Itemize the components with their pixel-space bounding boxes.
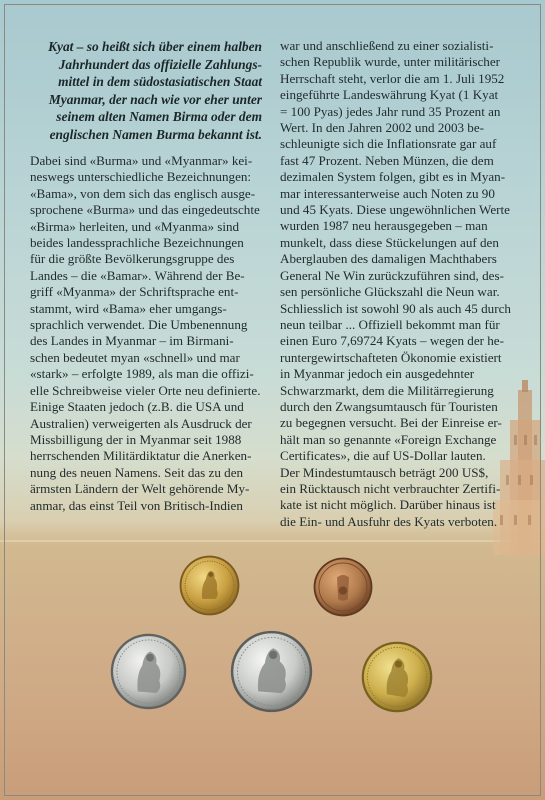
- body-line: dezimalen System folgen, gibt es in Myan-: [280, 169, 506, 185]
- body-line: die Ein- und Ausfuhr des Kyats verboten.: [280, 513, 498, 529]
- body-line: für die größte Bevölkerungsgruppe des: [30, 251, 235, 267]
- coin-1-kyat: [313, 557, 373, 617]
- body-line: General Ne Win zurückzuführen sind, des-: [280, 267, 504, 283]
- body-line: schen bedeutet myan «schnell» und mar: [30, 349, 240, 365]
- body-line: sen persönliche Glückszahl die Neun war.: [280, 284, 500, 300]
- body-line: Dabei sind «Burma» und «Myanmar» kei-: [30, 153, 253, 168]
- body-line: munkelt, dass diese Stückelungen auf den: [280, 234, 499, 250]
- lead-line: Jahrhundert das offizielle Zahlungs-: [58, 56, 262, 72]
- body-line: durch den Zwangsumtausch für Touristen: [280, 398, 498, 414]
- lead-line: englischen Namen Burma bekannt ist.: [49, 126, 262, 142]
- body-line: beides landessprachliche Bezeichnungen: [30, 235, 244, 251]
- lead-paragraph: [30, 38, 262, 143]
- body-line: schleunigte sich die Inflationsrate gar auf: [280, 136, 497, 152]
- body-line: neun teilbar ... Offiziell bekommt man für: [280, 316, 500, 332]
- lead-line: mittel in dem südostasiatischen Staat: [58, 74, 262, 89]
- horizon-line: [0, 540, 545, 542]
- body-line: zu begegnen versucht. Bei der Einreise er-: [280, 415, 502, 431]
- body-line: nung des neuen Namens. Seit das zu den: [30, 464, 244, 480]
- body-line: «Bama», von dem sich das englisch ausge-: [30, 185, 256, 201]
- body-line: einen Euro 7,69724 Kyats – wegen der he-: [280, 333, 504, 349]
- body-line: herrschenden Militärdiktatur die Anerken-: [30, 448, 252, 464]
- body-line: Aberglauben des damaligen Machthabers: [280, 251, 497, 267]
- body-line: mar interessanterweise auch Noten zu 90: [280, 185, 495, 201]
- article-text: [30, 38, 511, 529]
- body-line: Australien) verweigerten als Ausdruck der: [30, 415, 252, 431]
- right-column: [280, 38, 512, 530]
- body-line: Missbilligung der in Myanmar seit 1988: [30, 431, 242, 447]
- body-line: Herrschaft steht, verlor die am 1. Juli 1952: [280, 70, 505, 86]
- body-line: Landes – die «Bamar». Während der Be-: [30, 267, 245, 283]
- body-line: Der Mindestumtausch beträgt 200 US$,: [280, 464, 489, 480]
- body-line: schen Republik wurde, unter militärischer: [280, 54, 500, 70]
- coin-50-kyat: [110, 633, 187, 710]
- body-line: fast 47 Prozent. Neben Münzen, die dem: [280, 152, 494, 168]
- body-line: Schliesslich ist sowohl 90 als auch 45 durch: [280, 300, 511, 316]
- coin-5-kyat: [179, 555, 240, 616]
- body-line: «stark» – erfolgte 1989, als man die offizi-: [30, 366, 254, 382]
- body-line: runtergewirtschafteten Ökonomie existiert: [280, 349, 502, 365]
- body-line: Wert. In den Jahren 2002 und 2003 be-: [280, 120, 485, 136]
- lead-line: Myanmar, der nach wie vor eher unter: [48, 91, 262, 107]
- body-line: war und anschließend zu einer sozialisti-: [280, 38, 494, 53]
- body-line: kate ist nicht möglich. Darüber hinaus ist: [280, 497, 496, 513]
- coin-100-kyat: [230, 630, 313, 713]
- body-line: in Myanmar jedoch ein ausgedehnter: [280, 366, 475, 382]
- left-column: [30, 38, 262, 514]
- body-line: sprachlich verwendet. Die Umbenennung: [30, 317, 248, 333]
- left-body: [30, 153, 262, 514]
- body-line: ärmsten Ländern der Welt gehörende My-: [30, 481, 250, 497]
- coin-10-kyat: [361, 641, 433, 713]
- body-line: stammt, wird «Bama» eher umgangs-: [30, 300, 227, 316]
- body-line: Schwarzmarkt, dem die Militärregierung: [280, 382, 494, 398]
- body-line: sprochene «Burma» und das eingedeutschte: [30, 202, 260, 218]
- lead-line: Kyat – so heißt sich über einem halben: [48, 39, 262, 54]
- lead-line: seinem alten Namen Birma oder dem: [56, 109, 262, 124]
- body-line: wurden 1987 neu herausgegeben – man: [280, 218, 488, 234]
- body-line: griff «Myanma» der Schriftsprache ent-: [30, 284, 239, 300]
- body-line: des Landes in Myanmar – im Birmani-: [30, 333, 234, 349]
- body-line: ein Rücktausch nicht verbrauchter Zertifi-: [280, 480, 501, 496]
- body-line: elle Schreibweise vieler Orte neu definierte.: [30, 382, 261, 398]
- body-line: und 45 Kyats. Diese ungewöhnlichen Werte: [280, 202, 510, 218]
- body-line: hält man so genannte «Foreign Exchange: [280, 431, 497, 447]
- body-line: anmar, das einst Teil von Britisch-Indien: [30, 497, 243, 513]
- body-line: «Birma» herleiten, und «Myanma» sind: [30, 218, 240, 234]
- body-line: Certificates», die auf US-Dollar lauten.: [280, 448, 486, 464]
- body-line: Einige Staaten jedoch (z.B. die USA und: [30, 399, 244, 415]
- body-line: eingeführte Landeswährung Kyat (1 Kyat: [280, 87, 499, 103]
- body-line: neswegs unterschiedliche Bezeichnungen:: [30, 169, 252, 185]
- body-line: = 100 Pyas) jedes Jahr rund 35 Prozent an: [280, 103, 501, 119]
